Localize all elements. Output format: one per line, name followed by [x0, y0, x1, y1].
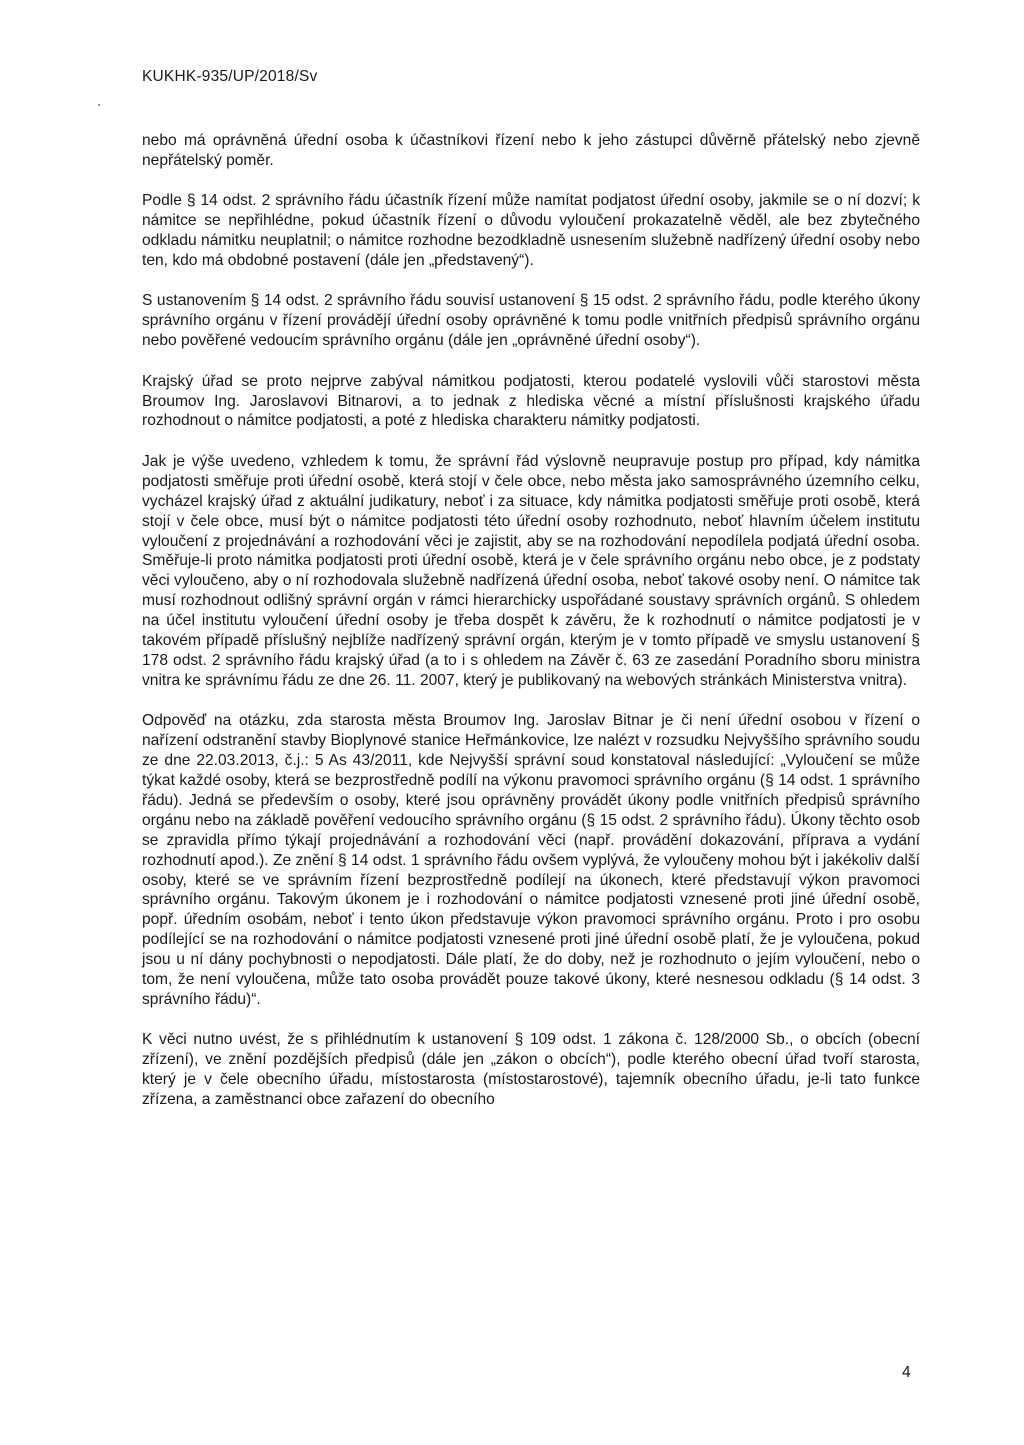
paragraph-2: Podle § 14 odst. 2 správního řádu účastník řízení může namítat podjatost úřední osoby, jakmile se o ní dozví; k námitce se nepřihlédne, pokud účastník řízení o důvodu vyloučení prokazatelně věděl, ale bez zbytečného odkladu námitku neuplatnil; o námitce rozhodne bezodkladně usnesením služebně nadřízený úřední osoby nebo ten, kdo má obdobné postavení (dále jen „představený“). — [142, 192, 920, 270]
paragraph-5: Jak je výše uvedeno, vzhledem k tomu, že správní řád výslovně neupravuje postup pro případ, kdy námitka podjatosti směřuje proti úřední osobě, která stojí v čele obce, nebo města jako samosprávného územního celku, vycházel krajský úřad z aktuální judikatury, neboť i za situace, kdy námitka podjatosti směřuje proti osobě, která stojí v čele obce, musí být o námitce podjatosti této úřední osoby rozhodnuto, neboť hlavním účelem institutu vyloučení z projednávání a rozhodování věci je zajistit, aby se na rozhodování nepodílela podjatá úřední osoba. Směřuje-li proto námitka podjatosti proti úřední osobě, která je v čele správního orgánu nebo obce, je z podstaty věci vyloučeno, aby o ní rozhodovala služebně nadřízená úřední osoba, neboť takové osoby není. O námitce tak musí rozhodnout odlišný správní orgán v rámci hierarchicky uspořádané soustavy správních orgánů. S ohledem na účel institutu vyloučení úřední osoby je třeba dospět k závěru, že k rozhodnutí o námitce podjatosti je v takovém případě příslušný nejblíže nadřízený správní orgán, kterým je v tomto případě ve smyslu ustanovení § 178 odst. 2 správního řádu krajský úřad (a to i s ohledem na Závěr č. 63 ze zasedání Poradního sboru ministra vnitra ke správnímu řádu ze dne 26. 11. 2007, který je publikovaný na webových stránkách Ministerstva vnitra). — [142, 452, 920, 689]
scan-artifact — [98, 104, 100, 106]
paragraph-4: Krajský úřad se proto nejprve zabýval námitkou podjatosti, kterou podatelé vyslovili vůči starostovi města Broumov Ing. Jaroslavovi Bitnarovi, a to jednak z hlediska věcné a místní příslušnosti krajského úřadu rozhodnout o námitce podjatosti, a poté z hlediska charakteru námitky podjatosti. — [142, 372, 920, 430]
document-body — [142, 131, 920, 1110]
page-number: 4 — [902, 1364, 911, 1381]
paragraph-7: K věci nutno uvést, že s přihlédnutím k ustanovení § 109 odst. 1 zákona č. 128/2000 Sb., o obcích (obecní zřízení), ve znění pozdějších předpisů (dále jen „zákon o obcích“), podle kterého obecní úřad tvoří starosta, který je v čele obecního úřadu, místostarosta (místostarostové), tajemník obecního úřadu, je-li tato funkce zřízena, a zaměstnanci obce zařazení do obecního — [142, 1031, 920, 1109]
paragraph-6: Odpověď na otázku, zda starosta města Broumov Ing. Jaroslav Bitnar je či není úřední osobou v řízení o nařízení odstranění stavby Bioplynové stanice Heřmánkovice, lze nalézt v rozsudku Nejvyššího správního soudu ze dne 22.03.2013, č.j.: 5 As 43/2011, kde Nejvyšší správní soud konstatoval následující: „Vyloučení se může týkat každé osoby, která se bezprostředně podílí na výkonu pravomoci správního orgánu (§ 14 odst. 1 správního řádu). Jedná se především o osoby, které jsou oprávněny provádět úkony podle vnitřních předpisů správního orgánu nebo na základě pověření vedoucího správního orgánu (§ 15 odst. 2 správního řádu). Úkony těchto osob se zpravidla přímo týkají projednávání a rozhodování věci (např. provádění dokazování, příprava a vydání rozhodnutí apod.). Ze znění § 14 odst. 1 správního řádu ovšem vyplývá, že vyloučeny mohou být i jakékoliv další osoby, které se ve správním řízení bezprostředně podílejí na úkonech, které představují výkon pravomoci správního orgánu. Takovým úkonem je i rozhodování o námitce podjatosti vznesené proti jiné úřední osobě, popř. úředním osobám, neboť i tento úkon představuje výkon pravomoci správního orgánu. Proto i pro osobu podílející se na rozhodování o námitce podjatosti vznesené proti jiné úřední osobě platí, že je vyloučena, pokud jsou u ní dány pochybnosti o nepodjatosti. Dále platí, že do doby, než je rozhodnuto o jejím vyloučení, nebo o tom, že není vyloučena, může tato osoba provádět pouze takové úkony, které nesnesou odkladu (§ 14 odst. 3 správního řádu)“. — [142, 712, 920, 1008]
paragraph-3: S ustanovením § 14 odst. 2 správního řádu souvisí ustanovení § 15 odst. 2 správního řádu, podle kterého úkony správního orgánu v řízení provádějí úřední osoby oprávněné k tomu podle vnitřních předpisů správního orgánu nebo pověřené vedoucím správního orgánu (dále jen „oprávněné úřední osoby“). — [142, 292, 920, 350]
paragraph-1: nebo má oprávněná úřední osoba k účastníkovi řízení nebo k jeho zástupci důvěrně přátelský nebo zjevně nepřátelský poměr. — [142, 132, 920, 169]
reference-number: KUKHK-935/UP/2018/Sv — [142, 68, 318, 85]
